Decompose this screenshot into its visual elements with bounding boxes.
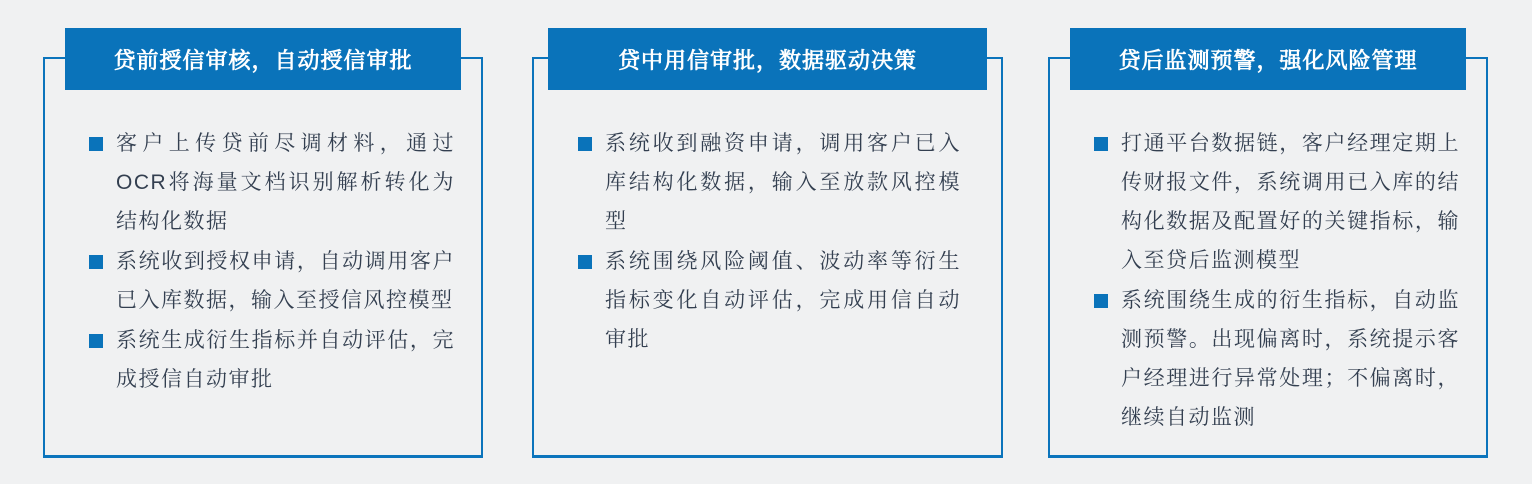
panel-pre-loan-header: 贷前授信审核，自动授信审批 bbox=[65, 28, 461, 90]
panel-mid-loan bbox=[532, 47, 1003, 458]
bullet-square-icon bbox=[578, 137, 592, 151]
bullet-square-icon bbox=[578, 255, 592, 269]
bullet-text: 系统生成衍生指标并自动评估，完成授信自动审批 bbox=[116, 329, 455, 391]
bullet-item bbox=[578, 124, 961, 241]
panel-post-loan bbox=[1048, 47, 1488, 458]
bullet-text: 系统围绕生成的衍生指标，自动监测预警。出现偏离时，系统提示客户经理进行异常处理；不偏离时，继续自动监测 bbox=[1121, 289, 1460, 429]
bullet-item bbox=[1094, 124, 1460, 280]
bullet-item bbox=[1094, 281, 1460, 437]
bullet-item bbox=[578, 242, 961, 359]
bullet-square-icon bbox=[89, 137, 103, 151]
panel-mid-loan-header: 贷中用信审批，数据驱动决策 bbox=[548, 28, 987, 90]
bullet-item bbox=[89, 124, 455, 241]
bullet-text: 系统收到融资申请，调用客户已入库结构化数据，输入至放款风控模型 bbox=[605, 132, 961, 233]
bullet-item bbox=[89, 242, 455, 320]
bullet-square-icon bbox=[1094, 294, 1108, 308]
panel-pre-loan bbox=[43, 47, 483, 458]
bullet-item bbox=[89, 321, 455, 399]
bullet-text: 客户上传贷前尽调材料，通过OCR将海量文档识别解析转化为结构化数据 bbox=[116, 132, 455, 233]
bullet-text: 系统围绕风险阈值、波动率等衍生指标变化自动评估，完成用信自动审批 bbox=[605, 250, 961, 351]
panel-pre-loan-bullet-list bbox=[45, 59, 481, 399]
panel-post-loan-bullet-list bbox=[1050, 59, 1486, 437]
panel-post-loan-header: 贷后监测预警，强化风险管理 bbox=[1070, 28, 1466, 90]
panel-mid-loan-bullet-list bbox=[534, 59, 1001, 359]
bullet-text: 打通平台数据链，客户经理定期上传财报文件，系统调用已入库的结构化数据及配置好的关键指标，输入至贷后监测模型 bbox=[1121, 132, 1460, 272]
bullet-square-icon bbox=[89, 334, 103, 348]
bullet-square-icon bbox=[1094, 137, 1108, 151]
bullet-square-icon bbox=[89, 255, 103, 269]
bullet-text: 系统收到授权申请，自动调用客户已入库数据，输入至授信风控模型 bbox=[116, 250, 455, 312]
